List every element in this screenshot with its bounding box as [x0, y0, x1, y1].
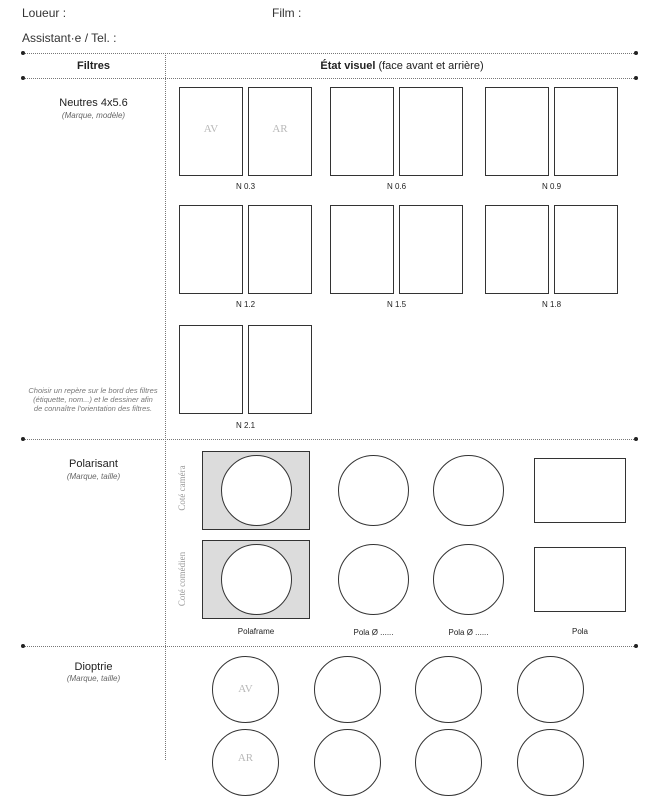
col-filtres-header: Filtres: [76, 60, 110, 72]
dioptrie-title: Dioptrie: [74, 661, 113, 673]
film-label: Film :: [272, 6, 302, 20]
separator-dot: [21, 644, 25, 648]
label-pola1: Pola Ø ......: [353, 628, 394, 637]
separator-dot: [21, 51, 25, 55]
filter-n09-back-box[interactable]: [554, 87, 618, 176]
separator-dot: [634, 51, 638, 55]
filter-n15-front-box[interactable]: [330, 205, 394, 294]
polaframe-comedien-circle[interactable]: [221, 544, 292, 615]
filter-n06-front-box[interactable]: [330, 87, 394, 176]
pola1-camera-circle[interactable]: [338, 455, 409, 526]
dioptrie-subtitle: (Marque, taille): [66, 674, 121, 683]
separator-top: [22, 53, 638, 54]
separator-dot: [634, 644, 638, 648]
col-etat-header: [166, 60, 638, 72]
polaframe-camera-circle[interactable]: [221, 455, 292, 526]
separator-polarisant: [22, 646, 638, 647]
separator-dot: [21, 437, 25, 441]
label-n09: N 0.9: [541, 182, 562, 191]
filter-n15-back-box[interactable]: [399, 205, 463, 294]
label-polaframe: Polaframe: [237, 627, 275, 636]
separator-dot: [634, 437, 638, 441]
pola-camera-rect[interactable]: [534, 458, 626, 523]
dioptrie4-back-circle[interactable]: [517, 729, 584, 796]
label-n12: N 1.2: [235, 300, 256, 309]
label-pola: Pola: [571, 627, 588, 636]
dioptrie2-back-circle[interactable]: [314, 729, 381, 796]
loueur-label: Loueur :: [22, 6, 67, 20]
polarisant-title: Polarisant: [69, 458, 118, 470]
pola1-comedien-circle[interactable]: [338, 544, 409, 615]
side-comedien-label: Coté comédien: [177, 551, 187, 607]
filter-n09-front-box[interactable]: [485, 87, 549, 176]
pola-comedien-rect[interactable]: [534, 547, 626, 612]
filter-n18-front-box[interactable]: [485, 205, 549, 294]
separator-neutres: [22, 439, 638, 440]
filter-n21-back-box[interactable]: [248, 325, 312, 414]
filter-n06-back-box[interactable]: [399, 87, 463, 176]
label-pola2: Pola Ø ......: [448, 628, 489, 637]
separator-dot: [21, 76, 25, 80]
pola2-camera-circle[interactable]: [433, 455, 504, 526]
separator-header: [22, 78, 638, 79]
label-n21: N 2.1: [235, 421, 256, 430]
filter-n18-back-box[interactable]: [554, 205, 618, 294]
filter-n12-front-box[interactable]: [179, 205, 243, 294]
dioptrie3-front-circle[interactable]: [415, 656, 482, 723]
dioptrie3-back-circle[interactable]: [415, 729, 482, 796]
dioptrie2-front-circle[interactable]: [314, 656, 381, 723]
orientation-note: Choisir un repère sur le bord des filtres (étiquette, nom...) et le dessiner afin de connaître l'orientation des filtres.: [28, 386, 158, 413]
col-etat-rest: (face avant et arrière): [375, 60, 484, 72]
front-mark: AV: [203, 123, 219, 135]
neutres-subtitle: (Marque, modèle): [61, 111, 126, 120]
label-n03: N 0.3: [235, 182, 256, 191]
assistant-label: Assistant·e / Tel. :: [22, 31, 117, 45]
filter-n12-back-box[interactable]: [248, 205, 312, 294]
neutres-title: Neutres 4x5.6: [59, 97, 128, 109]
col-etat-bold: État visuel: [320, 60, 376, 72]
front-mark: AV: [238, 683, 253, 695]
label-n15: N 1.5: [386, 300, 407, 309]
polarisant-subtitle: (Marque, taille): [66, 472, 121, 481]
pola2-comedien-circle[interactable]: [433, 544, 504, 615]
label-n06: N 0.6: [386, 182, 407, 191]
back-mark: AR: [272, 123, 288, 135]
filter-n21-front-box[interactable]: [179, 325, 243, 414]
side-camera-label: Coté caméra: [177, 465, 187, 511]
separator-dot: [634, 76, 638, 80]
back-mark: AR: [237, 752, 254, 764]
dioptrie4-front-circle[interactable]: [517, 656, 584, 723]
column-divider: [165, 53, 166, 760]
label-n18: N 1.8: [541, 300, 562, 309]
